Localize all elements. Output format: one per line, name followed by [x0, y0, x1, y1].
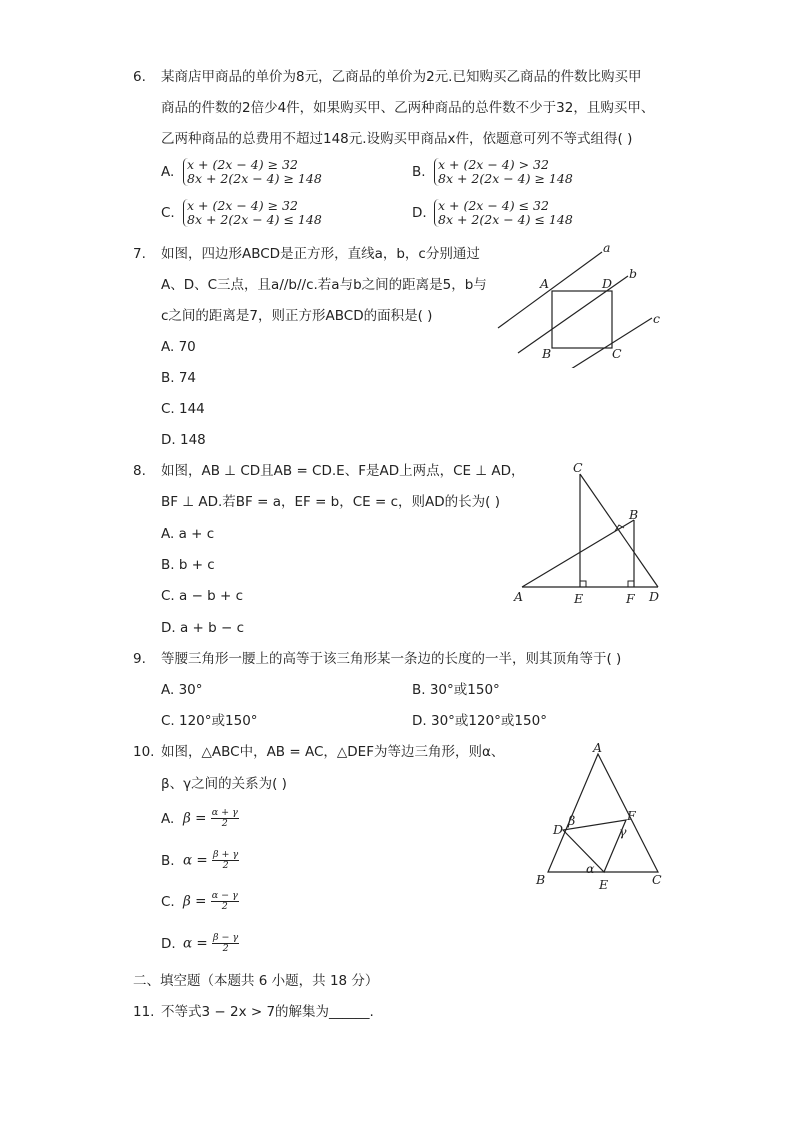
fraction	[212, 933, 239, 954]
option-label: C.	[161, 205, 175, 221]
q7-option-d[interactable]: D. 148	[161, 432, 206, 448]
line-a	[498, 252, 602, 328]
inequality-system	[434, 158, 573, 186]
q10-text-line1: 如图，△ABC中，AB = AC，△DEF为等边三角形，则α、	[161, 744, 505, 760]
label-point-e: E	[599, 877, 609, 892]
right-angle-e	[580, 581, 586, 587]
fraction	[211, 891, 239, 912]
fraction-denominator: 2	[221, 818, 228, 829]
label-point-b: B	[542, 346, 552, 361]
equation-lhs: α =	[183, 852, 208, 869]
q6-option-d[interactable]	[412, 199, 573, 227]
label-point-c: C	[612, 346, 622, 361]
label-point-c: C	[652, 872, 662, 887]
q8-number: 8.	[133, 463, 146, 479]
q6-option-c[interactable]	[161, 199, 322, 227]
q6-text-line3: 乙两种商品的总费用不超过148元.设购买甲商品x件，依题意可列不等式组得( )	[161, 131, 633, 147]
option-label: C.	[161, 893, 175, 910]
q11-text: 不等式3 − 2x > 7的解集为______.	[161, 1004, 374, 1020]
q6-text-line2: 商品的件数的2倍少4件，如果购买甲、乙两种商品的总件数不少于32，且购买甲、	[161, 100, 655, 116]
inequality-bottom: 8x + 2(2x − 4) ≤ 148	[187, 212, 322, 227]
inequality-top: x + (2x − 4) ≥ 32	[187, 198, 298, 213]
option-label: D.	[412, 205, 427, 221]
label-line-b: b	[629, 266, 638, 281]
q7-text-line1: 如图，四边形ABCD是正方形，直线a，b，c分别通过	[161, 246, 480, 262]
q6-number: 6.	[133, 69, 146, 85]
q10-number: 10.	[133, 744, 155, 760]
q10-option-a[interactable]	[161, 808, 239, 829]
q10-option-d[interactable]	[161, 933, 239, 954]
q7-square-figure	[490, 238, 690, 368]
line-c	[552, 318, 652, 368]
q6-option-a[interactable]	[161, 158, 322, 186]
inequality-system	[183, 158, 322, 186]
option-label: D.	[161, 935, 176, 952]
right-angle-f	[628, 581, 634, 587]
label-point-d: D	[602, 276, 613, 291]
label-point-b: B	[536, 872, 546, 887]
segment-ab	[522, 520, 634, 587]
equation-lhs: α =	[183, 935, 208, 952]
inequality-bottom: 8x + 2(2x − 4) ≥ 148	[438, 171, 573, 186]
option-label: B.	[412, 164, 426, 180]
q8-option-a[interactable]: A. a + c	[161, 526, 215, 542]
label-angle-beta: β	[568, 813, 576, 828]
q8-option-c[interactable]: C. a − b + c	[161, 588, 244, 604]
label-point-a: A	[514, 589, 524, 604]
q6-option-b[interactable]	[412, 158, 573, 186]
inequality-system	[183, 199, 322, 227]
q10-triangle-figure	[530, 738, 690, 893]
triangle-abc	[548, 754, 658, 872]
q8-perpendicular-figure	[510, 458, 680, 608]
q8-text-line2: BF ⊥ AD.若BF = a，EF = b，CE = c，则AD的长为( )	[161, 494, 500, 510]
q7-text-line3: c之间的距离是7，则正方形ABCD的面积是( )	[161, 308, 433, 324]
q9-option-d[interactable]: D. 30°或120°或150°	[412, 713, 547, 729]
q10-text-line2: β、γ之间的关系为( )	[161, 776, 287, 792]
q9-option-c[interactable]: C. 120°或150°	[161, 713, 258, 729]
label-point-c: C	[573, 460, 583, 475]
label-point-b: B	[629, 507, 639, 522]
fraction-numerator: β − γ	[213, 932, 239, 943]
inequality-bottom: 8x + 2(2x − 4) ≤ 148	[438, 212, 573, 227]
section-title: 二、填空题（本题共 6 小题，共 18 分）	[133, 973, 379, 989]
option-label: A.	[161, 164, 175, 180]
q9-option-a[interactable]: A. 30°	[161, 682, 203, 698]
label-point-d: D	[649, 589, 660, 604]
fraction	[211, 808, 239, 829]
q10-option-c[interactable]	[161, 891, 239, 912]
q9-text-line1: 等腰三角形一腰上的高等于该三角形某一条边的长度的一半，则其顶角等于( )	[161, 651, 622, 667]
q7-option-b[interactable]: B. 74	[161, 370, 197, 386]
label-angle-gamma: γ	[619, 824, 627, 839]
inequality-system	[434, 199, 573, 227]
fraction-numerator: β + γ	[213, 849, 239, 860]
label-line-a: a	[603, 240, 611, 255]
label-point-a: A	[540, 276, 550, 291]
equation-lhs: β =	[183, 893, 207, 910]
label-point-e: E	[574, 591, 584, 606]
q8-option-d[interactable]: D. a + b − c	[161, 620, 245, 636]
label-point-f: F	[627, 808, 636, 823]
q6-text-line1: 某商店甲商品的单价为8元，乙商品的单价为2元.已知购买乙商品的件数比购买甲	[161, 69, 642, 85]
label-point-f: F	[626, 591, 635, 606]
q8-text-line1: 如图，AB ⊥ CD且AB = CD.E、F是AD上两点，CE ⊥ AD，	[161, 463, 525, 479]
option-label: B.	[161, 852, 175, 869]
label-angle-alpha: α	[586, 861, 595, 876]
fraction	[212, 850, 239, 871]
label-point-d: D	[553, 822, 564, 837]
q10-option-b[interactable]	[161, 850, 239, 871]
q7-option-c[interactable]: C. 144	[161, 401, 205, 417]
q7-number: 7.	[133, 246, 146, 262]
fraction-denominator: 2	[222, 943, 229, 954]
option-label: A.	[161, 810, 175, 827]
q11-number: 11.	[133, 1004, 155, 1020]
equation-lhs: β =	[183, 810, 207, 827]
q7-option-a[interactable]: A. 70	[161, 339, 196, 355]
q7-text-line2: A、D、C三点，且a//b//c.若a与b之间的距离是5，b与	[161, 277, 487, 293]
fraction-numerator: α + γ	[211, 807, 238, 818]
inequality-top: x + (2x − 4) ≤ 32	[438, 198, 549, 213]
inequality-top: x + (2x − 4) ≥ 32	[187, 157, 298, 172]
fraction-denominator: 2	[221, 901, 228, 912]
square-abcd	[552, 291, 612, 348]
label-line-c: c	[653, 311, 661, 326]
q8-option-b[interactable]: B. b + c	[161, 557, 215, 573]
q9-option-b[interactable]: B. 30°或150°	[412, 682, 500, 698]
label-point-a: A	[593, 740, 603, 755]
fraction-denominator: 2	[222, 860, 229, 871]
inequality-top: x + (2x − 4) > 32	[438, 157, 549, 172]
segment-cd	[580, 474, 658, 587]
fraction-numerator: α − γ	[211, 890, 238, 901]
q9-number: 9.	[133, 651, 146, 667]
inequality-bottom: 8x + 2(2x − 4) ≥ 148	[187, 171, 322, 186]
